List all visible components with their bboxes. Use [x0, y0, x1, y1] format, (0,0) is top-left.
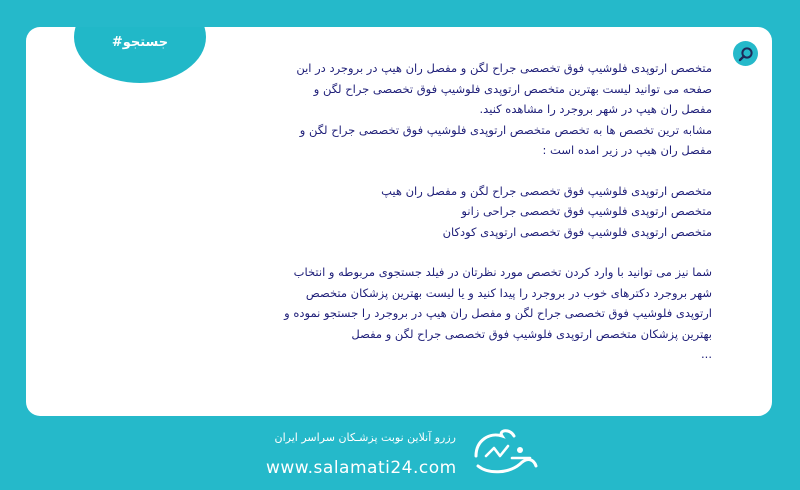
search-button[interactable]: [733, 41, 758, 66]
intro-paragraph: متخصص ارتوپدی فلوشیپ فوق تخصصی جراح لگن و مفصل ران هیپ در بروجرد در این صفحه می توانید لیست بهترین متخصص ارتوپدی فلوشیپ فوق تخصصی جراح لگن و مفصل ران هیپ در شهر بروجرد را مشاهده کنید.: [296, 61, 712, 116]
closing-paragraph: شما نیز می توانید با وارد کردن تخصص مورد نظرتان در فیلد جستجوی مربوطه و انتخاب شهر بروجرد دکترهای خوب در بروجرد را پیدا کنید و یا لیست بهترین پزشکان متخصص ارتوپدی فلوشیپ فوق تخصصی جراح لگن و مفصل ران هیپ در بروجرد را جستجو نموده و بهترین پزشکان متخصص ارتوپدی فلوشیپ فوق تخصصی جراح لگن و مفصل: [284, 265, 712, 341]
footer-tagline: رزرو آنلاین نوبت پزشـکان سراسر ایران: [274, 431, 456, 444]
similar-item[interactable]: متخصص ارتوپدی فلوشیپ فوق تخصصی جراح لگن و مفصل ران هیپ: [381, 183, 712, 198]
footer: [0, 416, 800, 490]
site-url[interactable]: www.salamati24.com: [266, 458, 457, 478]
salamati-logo-icon: [468, 426, 542, 482]
article-text: [282, 58, 712, 365]
content-card: [26, 27, 772, 416]
ellipsis: ...: [701, 347, 712, 361]
similar-item[interactable]: متخصص ارتوپدی فلوشیپ فوق تخصصی جراحی زانو: [461, 204, 712, 218]
similar-item[interactable]: متخصص ارتوپدی فلوشیپ فوق تخصصی ارتوپدی کودکان: [442, 224, 712, 239]
similar-intro: مشابه ترین تخصص ها به تخصص متخصص ارتوپدی فلوشیپ فوق تخصصی جراح لگن و مفصل ران هیپ در زیر امده است :: [299, 122, 712, 157]
hashtag-label[interactable]: #جستجو: [111, 35, 169, 50]
search-icon: [738, 46, 754, 62]
